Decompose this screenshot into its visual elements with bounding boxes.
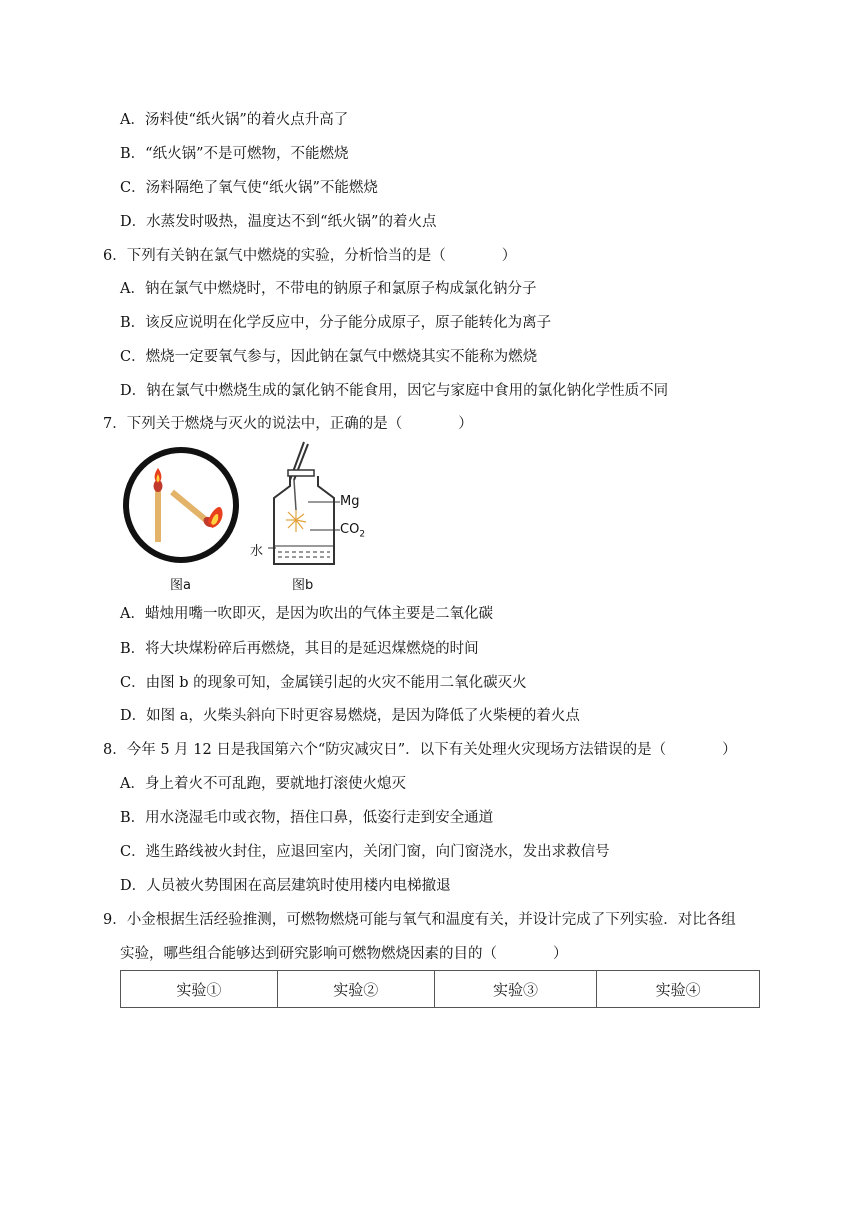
q6-stem-text: 6．下列有关钠在氯气中燃烧的实验，分析恰当的是（	[103, 248, 446, 264]
q5-option-b: B．“纸火锅”不是可燃物，不能燃烧	[120, 146, 349, 162]
q9-stem-end: ）	[553, 946, 568, 962]
table-row	[121, 971, 760, 1008]
q9-experiment-table	[120, 970, 760, 1008]
q7-stem	[103, 414, 473, 434]
figure-b-jar-body	[274, 476, 334, 564]
table-header-exp4: 实验④	[597, 971, 760, 1008]
q8-option-a: A．身上着火不可乱跑，要就地打滚使火熄灭	[120, 776, 406, 792]
q7-stem-text: 7．下列关于燃烧与灭火的说法中，正确的是（	[103, 416, 403, 432]
q9-stem-line2-text: 实验，哪些组合能够达到研究影响可燃物燃烧因素的目的（	[120, 946, 497, 962]
table-header-exp1: 实验①	[121, 971, 278, 1008]
q5-option-a: A．汤料使“纸火锅”的着火点升高了	[120, 112, 349, 128]
q8-stem-text: 8．今年 5 月 12 日是我国第六个“防灾减灾日”．以下有关处理火灾现场方法错误的是（	[103, 742, 667, 758]
figure-b-label-co2	[340, 522, 365, 540]
q7-option-c: C．由图 b 的现象可知，金属镁引起的火灾不能用二氧化碳灭火	[120, 675, 527, 691]
figure-b-label-mg: Mg	[340, 494, 360, 509]
figure-a-match-slanted	[172, 492, 206, 520]
q8-option-b: B．用水浇湿毛巾或衣物，捂住口鼻，低姿行走到安全通道	[120, 810, 494, 826]
q8-option-c: C．逃生路线被火封住，应退回室内，关闭门窗，向门窗浇水，发出求救信号	[120, 844, 610, 860]
figure-b-label-co2-sub: 2	[359, 529, 366, 540]
figure-a-match-vertical	[155, 488, 161, 542]
figure-a-circle	[126, 450, 236, 560]
q6-option-b: B．该反应说明在化学反应中，分子能分成原子，原子能转化为离子	[120, 315, 552, 331]
q8-option-d: D．人员被火势围困在高层建筑时使用楼内电梯撤退	[120, 878, 451, 894]
q7-option-b: B．将大块煤粉碎后再燃烧，其目的是延迟煤燃烧的时间	[120, 641, 479, 657]
figure-b-jar	[268, 440, 340, 570]
q8-stem	[103, 740, 737, 760]
figure-b-caption: 图b	[292, 578, 314, 593]
q7-stem-end: ）	[458, 416, 473, 432]
q6-stem-end: ）	[501, 248, 517, 264]
q6-option-c: C．燃烧一定要氧气参与，因此钠在氯气中燃烧其实不能称为燃烧	[120, 349, 538, 365]
table-header-exp3: 实验③	[434, 971, 597, 1008]
q6-stem	[103, 246, 516, 266]
q7-option-a: A．蜡烛用嘴一吹即灭，是因为吹出的气体主要是二氧化碳	[120, 606, 493, 622]
q5-option-d: D．水蒸发时吸热，温度达不到“纸火锅”的着火点	[120, 214, 437, 230]
figure-b-label-water: 水	[250, 544, 264, 559]
figure-b-lid	[288, 470, 314, 476]
q6-option-a: A．钠在氯气中燃烧时，不带电的钠原子和氯原子构成氯化钠分子	[120, 281, 537, 297]
q6-option-d: D．钠在氯气中燃烧生成的氯化钠不能食用，因它与家庭中食用的氯化钠化学性质不同	[120, 383, 669, 399]
q7-option-d: D．如图 a，火柴头斜向下时更容易燃烧，是因为降低了火柴梗的着火点	[120, 708, 580, 724]
figure-a-caption: 图a	[170, 578, 191, 593]
figure-b-label-co2-text: CO	[340, 522, 360, 537]
q9-stem-line2	[120, 944, 568, 964]
table-header-exp2: 实验②	[277, 971, 434, 1008]
figure-b-burning-mg	[286, 510, 306, 532]
q8-stem-end: ）	[722, 742, 737, 758]
figure-a-matches	[122, 444, 242, 566]
q9-stem-line1: 9．小金根据生活经验推测，可燃物燃烧可能与氧气和温度有关，并设计完成了下列实验．对比各组	[103, 912, 736, 928]
q5-option-c: C．汤料隔绝了氧气使“纸火锅”不能燃烧	[120, 180, 378, 196]
